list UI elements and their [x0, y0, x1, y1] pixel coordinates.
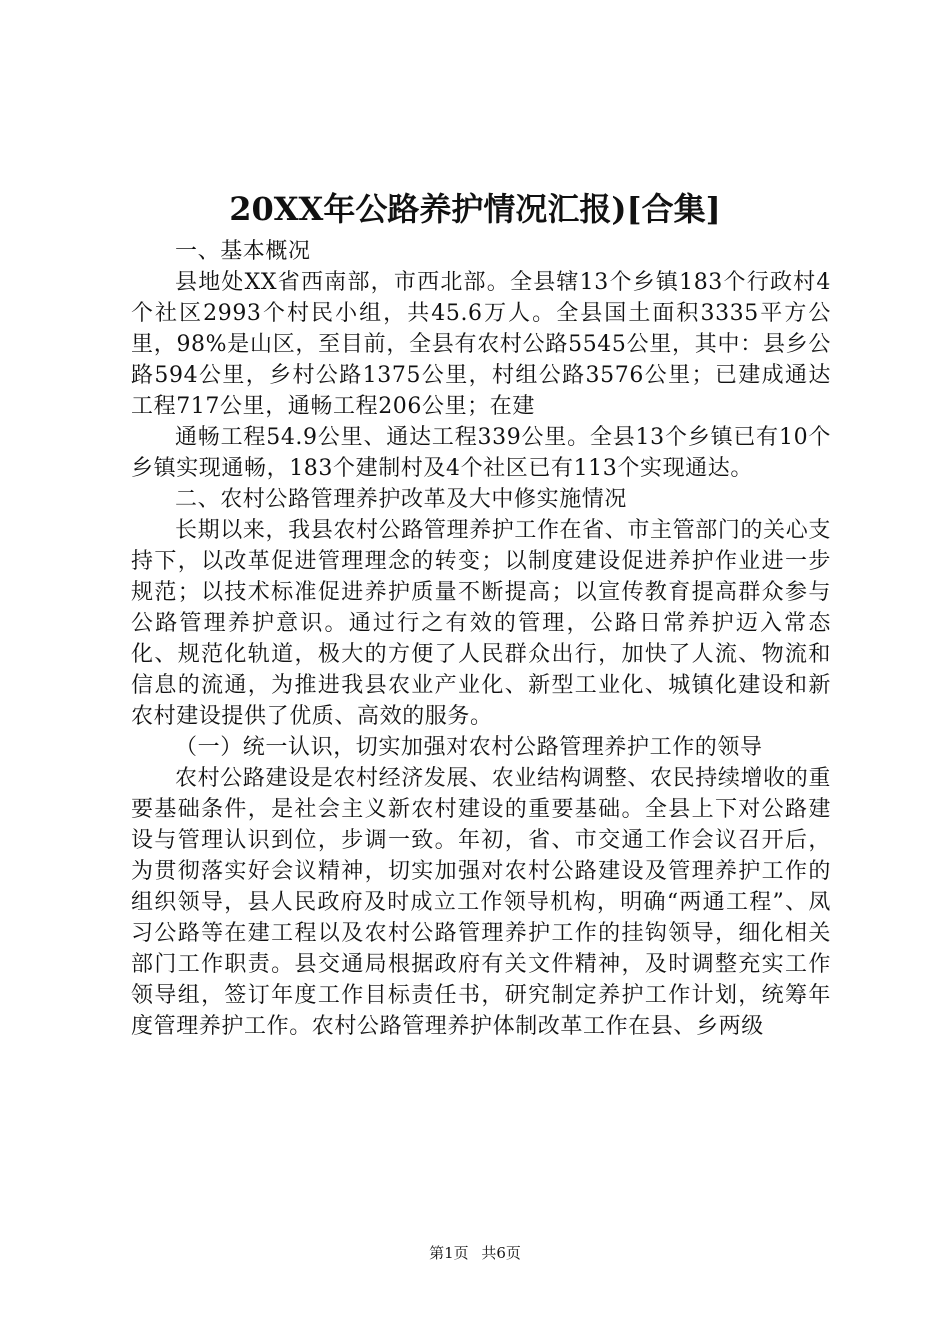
paragraph-overview-2: 通畅工程54.9公里、通达工程339公里。全县13个乡镇已有10个乡镇实现通畅，183个建制村及4个社区已有113个实现通达。: [131, 425, 831, 481]
section-heading-reform: 二、农村公路管理养护改革及大中修实施情况: [175, 487, 628, 512]
page-footer: [0, 1242, 950, 1264]
paragraph-overview-1: 县地处XX省西南部，市西北部。全县辖13个乡镇183个行政村4个社区2993个村民小组，共45.6万人。全县国土面积3335平方公里，98%是山区，至目前，全县有农村公路5545公里，其中：县乡公路594公里，乡村公路1375公里，村组公路3576公里；已建成通达工程717公里，通畅工程206公里；在建: [131, 270, 831, 419]
paragraph-leadership-1: 农村公路建设是农村经济发展、农业结构调整、农民持续增收的重要基础条件，是社会主义新农村建设的重要基础。全县上下对公路建设与管理认识到位，步调一致。年初，省、市交通工作会议召开后，为贯彻落实好会议精神，切实加强对农村公路建设及管理养护工作的组织领导，县人民政府及时成立工作领导机构，明确“两通工程”、凤习公路等在建工程以及农村公路管理养护工作的挂钩领导，细化相关部门工作职责。县交通局根据政府有关文件精神，及时调整充实工作领导组，签订年度工作目标责任书，研究制定养护工作计划，统筹年度管理养护工作。农村公路管理养护体制改革工作在县、乡两级: [131, 766, 831, 1039]
page-number: 第1页: [429, 1244, 469, 1262]
subsection-heading-leadership: （一）统一认识，切实加强对农村公路管理养护工作的领导: [175, 735, 763, 760]
document-title: 20XX年公路养护情况汇报)[合集]: [229, 190, 721, 228]
document-body: [131, 236, 831, 1042]
section-heading-overview: 一、基本概况: [175, 239, 311, 264]
page-total: 共6页: [481, 1244, 521, 1262]
paragraph-reform-1: 长期以来，我县农村公路管理养护工作在省、市主管部门的关心支持下，以改革促进管理理念的转变；以制度建设促进养护作业进一步规范；以技术标准促进养护质量不断提高；以宣传教育提高群众参与公路管理养护意识。通过行之有效的管理，公路日常养护迈入常态化、规范化轨道，极大的方便了人民群众出行，加快了人流、物流和信息的流通，为推进我县农业产业化、新型工业化、城镇化建设和新农村建设提供了优质、高效的服务。: [131, 518, 831, 729]
